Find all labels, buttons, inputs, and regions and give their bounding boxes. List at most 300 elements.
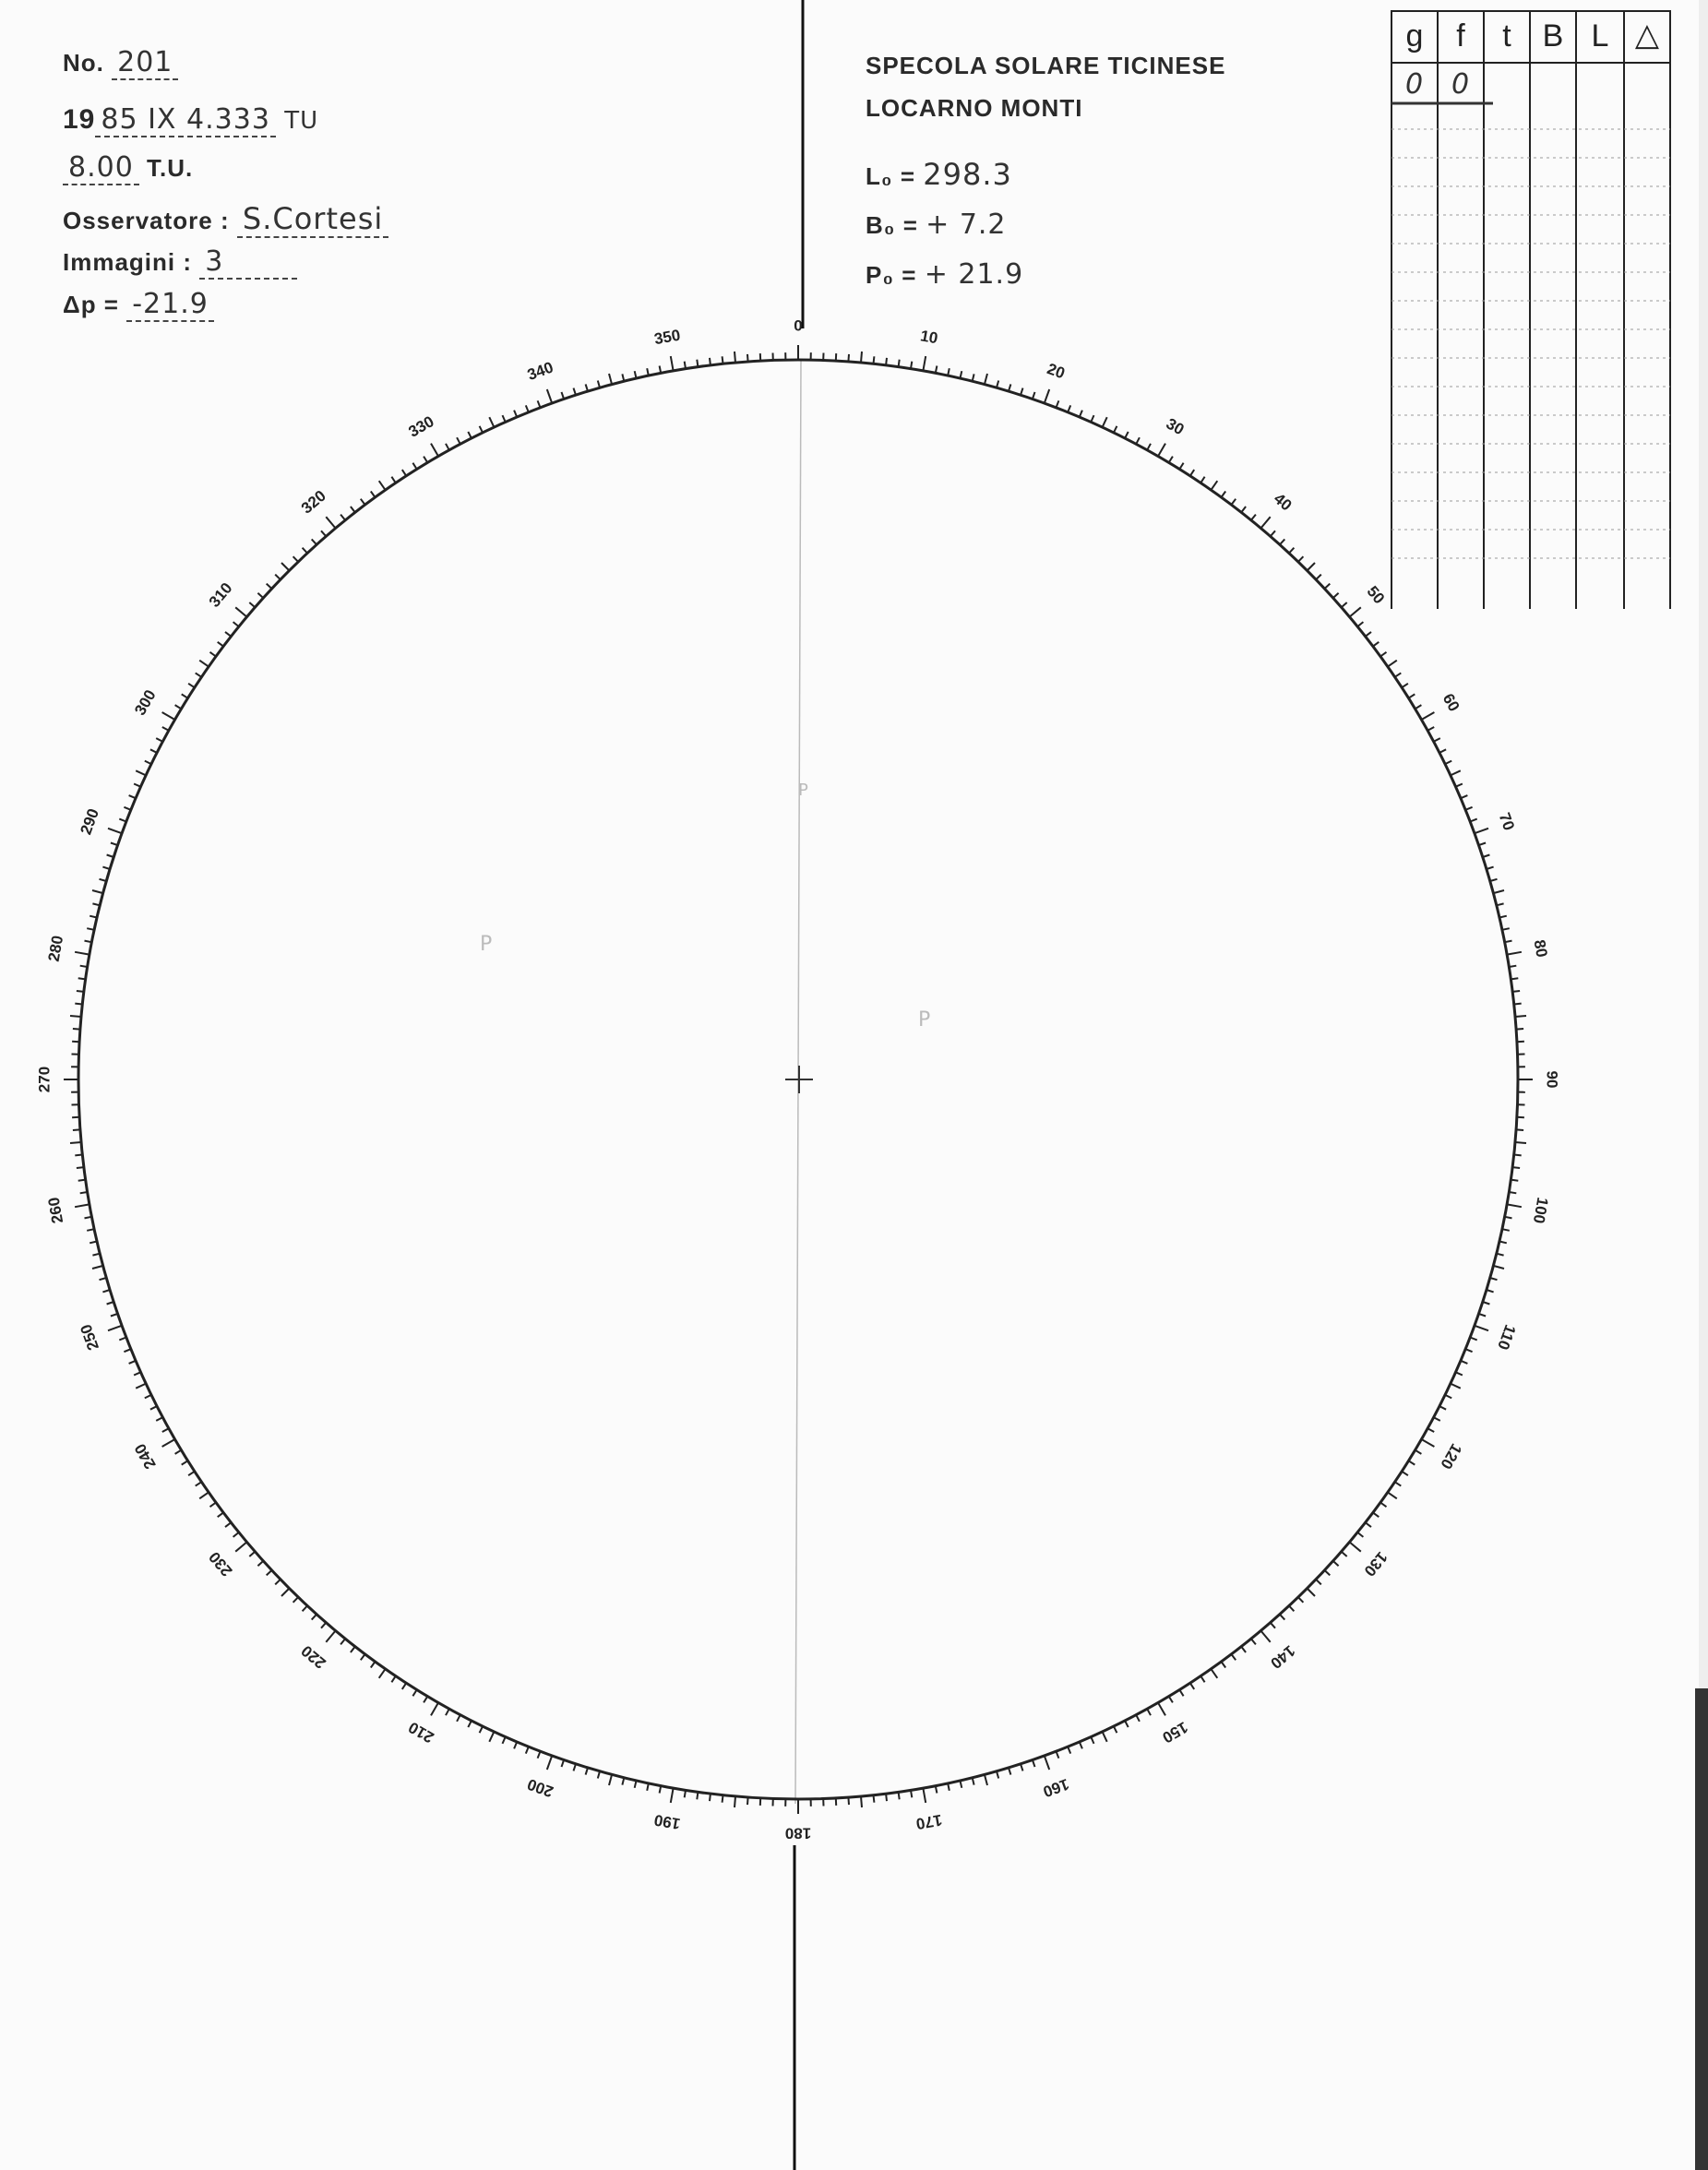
tick-mark (514, 411, 517, 417)
tick-mark (1231, 1654, 1236, 1660)
tick-mark (848, 354, 849, 362)
tick-mark (111, 843, 118, 846)
tick-mark (1475, 1326, 1488, 1330)
tick-mark (1316, 1580, 1321, 1585)
b0-label: B₀ = (866, 211, 918, 239)
tick-mark (1136, 1715, 1140, 1722)
tick-mark (75, 952, 90, 955)
tick-mark (371, 492, 376, 498)
tick-mark (293, 556, 299, 562)
tick-mark (514, 1742, 517, 1748)
tick-mark (1009, 1768, 1010, 1775)
tick-mark (102, 867, 110, 869)
tick-mark (697, 1792, 698, 1799)
tick-mark (747, 1797, 748, 1805)
tick-mark (402, 470, 406, 476)
angle-label-0: 0 (794, 316, 803, 335)
tick-mark (1507, 952, 1522, 955)
tick-mark (480, 1726, 484, 1733)
tick-mark (70, 1016, 81, 1017)
tick-mark (1298, 1597, 1304, 1603)
tick-mark (526, 1747, 529, 1753)
tick-mark (1388, 661, 1397, 667)
tick-mark (175, 705, 182, 709)
tick-mark (1200, 477, 1204, 483)
tick-mark (685, 362, 686, 369)
tick-mark (1439, 749, 1446, 753)
angle-label-330: 330 (405, 412, 437, 441)
tick-mark (218, 1512, 223, 1517)
tick-mark (1308, 563, 1316, 571)
tick-mark (886, 1794, 887, 1801)
tick-mark (1342, 602, 1347, 607)
tick-mark (1271, 1623, 1275, 1628)
tick-mark (1289, 1606, 1294, 1612)
tick-mark (351, 507, 355, 512)
tick-mark (1515, 1142, 1526, 1143)
tick-mark (77, 1167, 84, 1168)
tick-mark (1456, 784, 1463, 787)
tick-mark (119, 1338, 126, 1341)
tick-mark (1479, 1314, 1487, 1317)
tick-mark (1179, 1690, 1183, 1697)
tick-mark (108, 829, 122, 833)
tick-mark (199, 1492, 209, 1498)
tick-mark (538, 1751, 541, 1759)
tick-mark (1289, 548, 1294, 554)
tick-mark (275, 1580, 281, 1585)
angle-label-90: 90 (1543, 1070, 1561, 1089)
images-value: 3 (199, 245, 297, 280)
tick-mark (457, 1715, 460, 1722)
tick-mark (1009, 384, 1010, 391)
tick-mark (1251, 515, 1256, 520)
tick-mark (75, 1155, 82, 1156)
tick-mark (1422, 1439, 1435, 1447)
angle-label-70: 70 (1495, 810, 1518, 833)
tick-mark (1200, 1676, 1204, 1683)
tick-mark (874, 356, 875, 364)
angle-label-10: 10 (918, 327, 939, 348)
tick-mark (156, 1417, 162, 1421)
tick-mark (997, 1771, 998, 1779)
tick-mark (1422, 712, 1435, 720)
tick-mark (911, 1790, 912, 1797)
tick-mark (124, 807, 130, 810)
header-f: f (1456, 18, 1465, 54)
tick-mark (75, 1204, 90, 1207)
tick-mark (303, 1606, 307, 1612)
tick-mark (1493, 890, 1504, 893)
tick-mark (1179, 463, 1183, 470)
tick-mark (111, 1314, 118, 1317)
institute-name: SPECOLA SOLARE TICINESE (866, 52, 1226, 79)
angle-label-80: 80 (1530, 938, 1551, 960)
angle-label-320: 320 (297, 486, 329, 518)
tick-mark (1461, 795, 1467, 798)
tick-mark (145, 1395, 151, 1399)
tick-mark (923, 1788, 926, 1803)
tick-mark (480, 426, 484, 433)
tick-mark (402, 1683, 406, 1689)
angle-label-310: 310 (205, 578, 236, 611)
tick-mark (848, 1797, 849, 1805)
tick-mark (1357, 1532, 1363, 1537)
angle-label-150: 150 (1159, 1718, 1191, 1747)
tick-mark (196, 1482, 202, 1485)
tick-mark (1103, 417, 1107, 427)
tick-mark (574, 1764, 577, 1771)
tick-mark (1125, 1721, 1129, 1727)
tick-mark (129, 795, 136, 798)
tick-mark (1427, 727, 1434, 731)
tick-mark (1280, 1615, 1284, 1620)
tick-mark (538, 400, 541, 408)
angle-label-180: 180 (784, 1824, 812, 1842)
angle-label-20: 20 (1045, 360, 1068, 383)
tick-mark (73, 1129, 80, 1130)
tick-mark (1434, 1417, 1440, 1421)
tick-mark (1445, 761, 1451, 765)
tick-mark (1487, 867, 1494, 869)
tick-mark (321, 531, 326, 536)
tick-mark (145, 761, 151, 765)
tick-mark (233, 622, 239, 626)
tick-mark (379, 481, 386, 490)
tick-mark (199, 661, 209, 667)
tick-mark (1271, 531, 1275, 536)
tick-mark (293, 1597, 299, 1603)
tick-mark (1147, 444, 1151, 450)
tick-mark (1068, 405, 1070, 411)
header-g: g (1405, 18, 1424, 54)
tick-mark (1125, 432, 1129, 438)
tick-mark (150, 1406, 157, 1410)
tick-mark (1515, 1016, 1526, 1017)
tick-mark (1465, 1349, 1472, 1352)
tick-mark (225, 632, 231, 637)
cell-f-value: 0 (1451, 68, 1471, 101)
tick-mark (468, 432, 472, 438)
tick-mark (188, 684, 195, 687)
time-unit: T.U. (147, 154, 194, 182)
angle-label-40: 40 (1270, 489, 1296, 515)
tick-mark (379, 1669, 386, 1678)
tick-mark (1091, 415, 1093, 422)
tick-mark (107, 1302, 114, 1305)
tick-mark (1158, 444, 1165, 457)
header-delta: △ (1634, 18, 1660, 53)
tick-mark (562, 1760, 565, 1768)
tick-mark (1211, 1669, 1217, 1678)
tick-mark (100, 879, 107, 881)
tick-mark (156, 738, 162, 742)
number-label: No. (63, 49, 104, 77)
tick-mark (1395, 1482, 1402, 1485)
tick-mark (685, 1790, 686, 1797)
tick-mark (1298, 556, 1304, 562)
angle-label-30: 30 (1163, 414, 1188, 439)
angle-label-130: 130 (1360, 1548, 1391, 1580)
p0-label: P₀ = (866, 261, 917, 289)
number-value: 201 (112, 46, 178, 80)
tick-mark (1021, 1764, 1023, 1771)
angle-label-280: 280 (44, 934, 67, 963)
tick-mark (1241, 507, 1246, 512)
tick-mark (1190, 1683, 1194, 1689)
angle-label-260: 260 (44, 1196, 67, 1225)
tick-mark (1479, 843, 1487, 846)
angle-label-210: 210 (405, 1718, 437, 1747)
tick-mark (874, 1795, 875, 1803)
tick-mark (424, 1697, 427, 1703)
angle-label-270: 270 (35, 1066, 54, 1093)
tick-mark (609, 1774, 612, 1785)
tick-mark (1465, 807, 1472, 810)
tick-mark (210, 652, 217, 657)
tick-mark (412, 463, 416, 470)
tick-mark (1114, 426, 1117, 433)
tick-mark (102, 1290, 110, 1292)
tick-mark (1514, 1004, 1522, 1005)
tick-mark (1057, 1751, 1059, 1759)
tick-mark (136, 770, 146, 775)
b0-value: + 7.2 (926, 209, 1007, 241)
tick-mark (598, 1771, 600, 1779)
tick-mark (911, 362, 912, 369)
tick-mark (1068, 1747, 1070, 1753)
tick-mark (391, 1676, 395, 1683)
tick-mark (1402, 1472, 1408, 1475)
tick-mark (1325, 1570, 1331, 1575)
tick-mark (134, 784, 140, 787)
tick-mark (175, 1450, 182, 1454)
tick-mark (162, 712, 175, 720)
tick-mark (1434, 738, 1440, 742)
tick-mark (1316, 575, 1321, 580)
tick-mark (92, 1266, 103, 1269)
tick-mark (312, 539, 317, 544)
tick-mark (257, 1561, 263, 1566)
tick-mark (431, 1703, 438, 1716)
tick-mark (1091, 1737, 1093, 1744)
tick-mark (1169, 1697, 1173, 1703)
tick-mark (457, 437, 460, 444)
tick-mark (1021, 388, 1023, 396)
angle-label-120: 120 (1437, 1440, 1465, 1472)
tick-mark (1402, 684, 1408, 687)
angle-label-190: 190 (652, 1810, 682, 1833)
tick-mark (182, 694, 188, 698)
pencil-mark: P (918, 1008, 931, 1031)
tick-mark (671, 356, 674, 371)
tick-mark (1483, 855, 1490, 858)
tick-mark (75, 1004, 82, 1005)
tick-mark (468, 1721, 472, 1727)
tick-mark (150, 749, 157, 753)
tick-mark (107, 855, 114, 858)
tick-mark (78, 978, 86, 979)
tick-mark (281, 563, 290, 571)
tick-mark (1475, 829, 1488, 833)
tick-mark (489, 1732, 494, 1742)
angle-label-200: 200 (524, 1774, 556, 1801)
tick-mark (371, 1662, 376, 1668)
tick-mark (267, 584, 272, 589)
angle-label-230: 230 (205, 1548, 236, 1580)
tick-mark (886, 358, 887, 365)
angle-label-100: 100 (1529, 1196, 1552, 1225)
pencil-mark: P (798, 781, 808, 800)
tick-mark (1409, 1461, 1415, 1464)
table-header-row (1391, 11, 1670, 63)
tick-mark (1136, 437, 1140, 444)
tick-mark (1057, 400, 1059, 408)
tick-mark (1350, 1542, 1361, 1551)
tick-mark (129, 1361, 136, 1364)
tick-mark (1103, 1732, 1107, 1742)
tick-mark (1470, 819, 1477, 822)
angle-label-250: 250 (77, 1321, 103, 1353)
tick-mark (1415, 705, 1422, 709)
tick-mark (1487, 1290, 1494, 1292)
observer-value: S.Cortesi (237, 201, 388, 238)
tick-mark (861, 352, 862, 363)
tick-mark (923, 356, 926, 371)
tick-mark (1427, 1428, 1434, 1432)
tick-mark (1380, 1503, 1387, 1508)
tick-mark (697, 360, 698, 367)
tick-mark (985, 1774, 987, 1785)
angle-label-240: 240 (131, 1440, 160, 1472)
tick-mark (92, 890, 103, 893)
tick-mark (1516, 1129, 1523, 1130)
tick-mark (70, 1142, 81, 1143)
tick-mark (312, 1615, 317, 1620)
tick-mark (1045, 1756, 1049, 1770)
tick-mark (446, 444, 449, 450)
tick-mark (1260, 517, 1270, 528)
tick-mark (1439, 1406, 1446, 1410)
tick-mark (1509, 1192, 1516, 1193)
tick-mark (1509, 966, 1516, 967)
tick-mark (446, 1709, 449, 1715)
date-printed: 19 (63, 104, 96, 135)
tick-mark (1158, 1703, 1165, 1716)
tick-mark (547, 1756, 552, 1770)
tick-mark (1169, 457, 1173, 463)
tick-mark (1451, 1384, 1461, 1389)
tick-mark (1211, 481, 1217, 490)
tick-mark (489, 417, 494, 427)
tick-mark (162, 1428, 169, 1432)
tick-mark (235, 1542, 246, 1551)
institute-location: LOCARNO MONTI (866, 94, 1083, 122)
tick-mark (997, 381, 998, 388)
tick-mark (1080, 1742, 1082, 1748)
tick-mark (1350, 607, 1361, 616)
angle-label-300: 300 (131, 686, 160, 719)
tick-mark (1512, 991, 1520, 992)
tick-mark (80, 966, 88, 967)
tick-mark (1280, 539, 1284, 544)
tick-mark (598, 381, 600, 388)
tick-mark (361, 499, 365, 505)
tick-mark (218, 642, 223, 647)
header-l: L (1591, 18, 1609, 54)
tick-mark (1511, 1180, 1518, 1181)
tick-mark (100, 1278, 107, 1280)
pencil-mark: P (480, 933, 493, 956)
tick-mark (235, 607, 246, 616)
tick-mark (124, 1349, 130, 1352)
tick-mark (233, 1532, 239, 1537)
tick-mark (321, 1623, 326, 1628)
angle-label-340: 340 (524, 358, 556, 385)
tick-mark (136, 1384, 146, 1389)
tick-mark (503, 415, 506, 422)
tick-mark (1114, 1726, 1117, 1733)
tick-mark (340, 515, 345, 520)
tick-mark (1357, 622, 1363, 626)
angle-label-170: 170 (914, 1810, 944, 1833)
tick-mark (257, 593, 263, 598)
observer-label: Osservatore : (63, 207, 230, 234)
header-t: t (1502, 18, 1511, 54)
tick-mark (1033, 392, 1035, 399)
delta-p-value: -21.9 (126, 288, 214, 322)
tick-mark (586, 1768, 588, 1775)
l0-label: L₀ = (866, 162, 916, 190)
tick-mark (340, 1639, 345, 1644)
tick-mark (119, 819, 126, 822)
tick-mark (188, 1472, 195, 1475)
tick-mark (899, 1792, 900, 1799)
tick-mark (1490, 1278, 1498, 1280)
tick-mark (1456, 1372, 1463, 1375)
tick-mark (1493, 1266, 1504, 1269)
tick-mark (1366, 632, 1371, 637)
tick-mark (303, 548, 307, 554)
tick-mark (80, 1192, 88, 1193)
tick-mark (1511, 978, 1518, 979)
tick-mark (1409, 694, 1415, 698)
tick-mark (108, 1326, 122, 1330)
tick-mark (562, 392, 565, 399)
tick-mark (503, 1737, 506, 1744)
tick-mark (574, 388, 577, 396)
tick-mark (1080, 411, 1082, 417)
tick-mark (1325, 584, 1331, 589)
angle-label-220: 220 (297, 1641, 329, 1673)
tick-mark (1222, 1662, 1226, 1668)
tick-mark (424, 457, 427, 463)
tick-mark (1490, 879, 1498, 881)
angle-label-140: 140 (1267, 1641, 1299, 1673)
angle-label-350: 350 (652, 326, 682, 349)
tick-mark (1380, 652, 1387, 657)
tick-mark (985, 374, 987, 385)
tick-mark (1231, 499, 1236, 505)
table-first-row (1391, 66, 1670, 103)
tick-mark (899, 360, 900, 367)
tick-mark (547, 389, 552, 403)
tick-mark (1483, 1302, 1490, 1305)
tick-mark (747, 354, 748, 362)
tick-mark (1260, 1631, 1270, 1642)
tick-mark (412, 1690, 416, 1697)
tick-mark (249, 1552, 255, 1556)
